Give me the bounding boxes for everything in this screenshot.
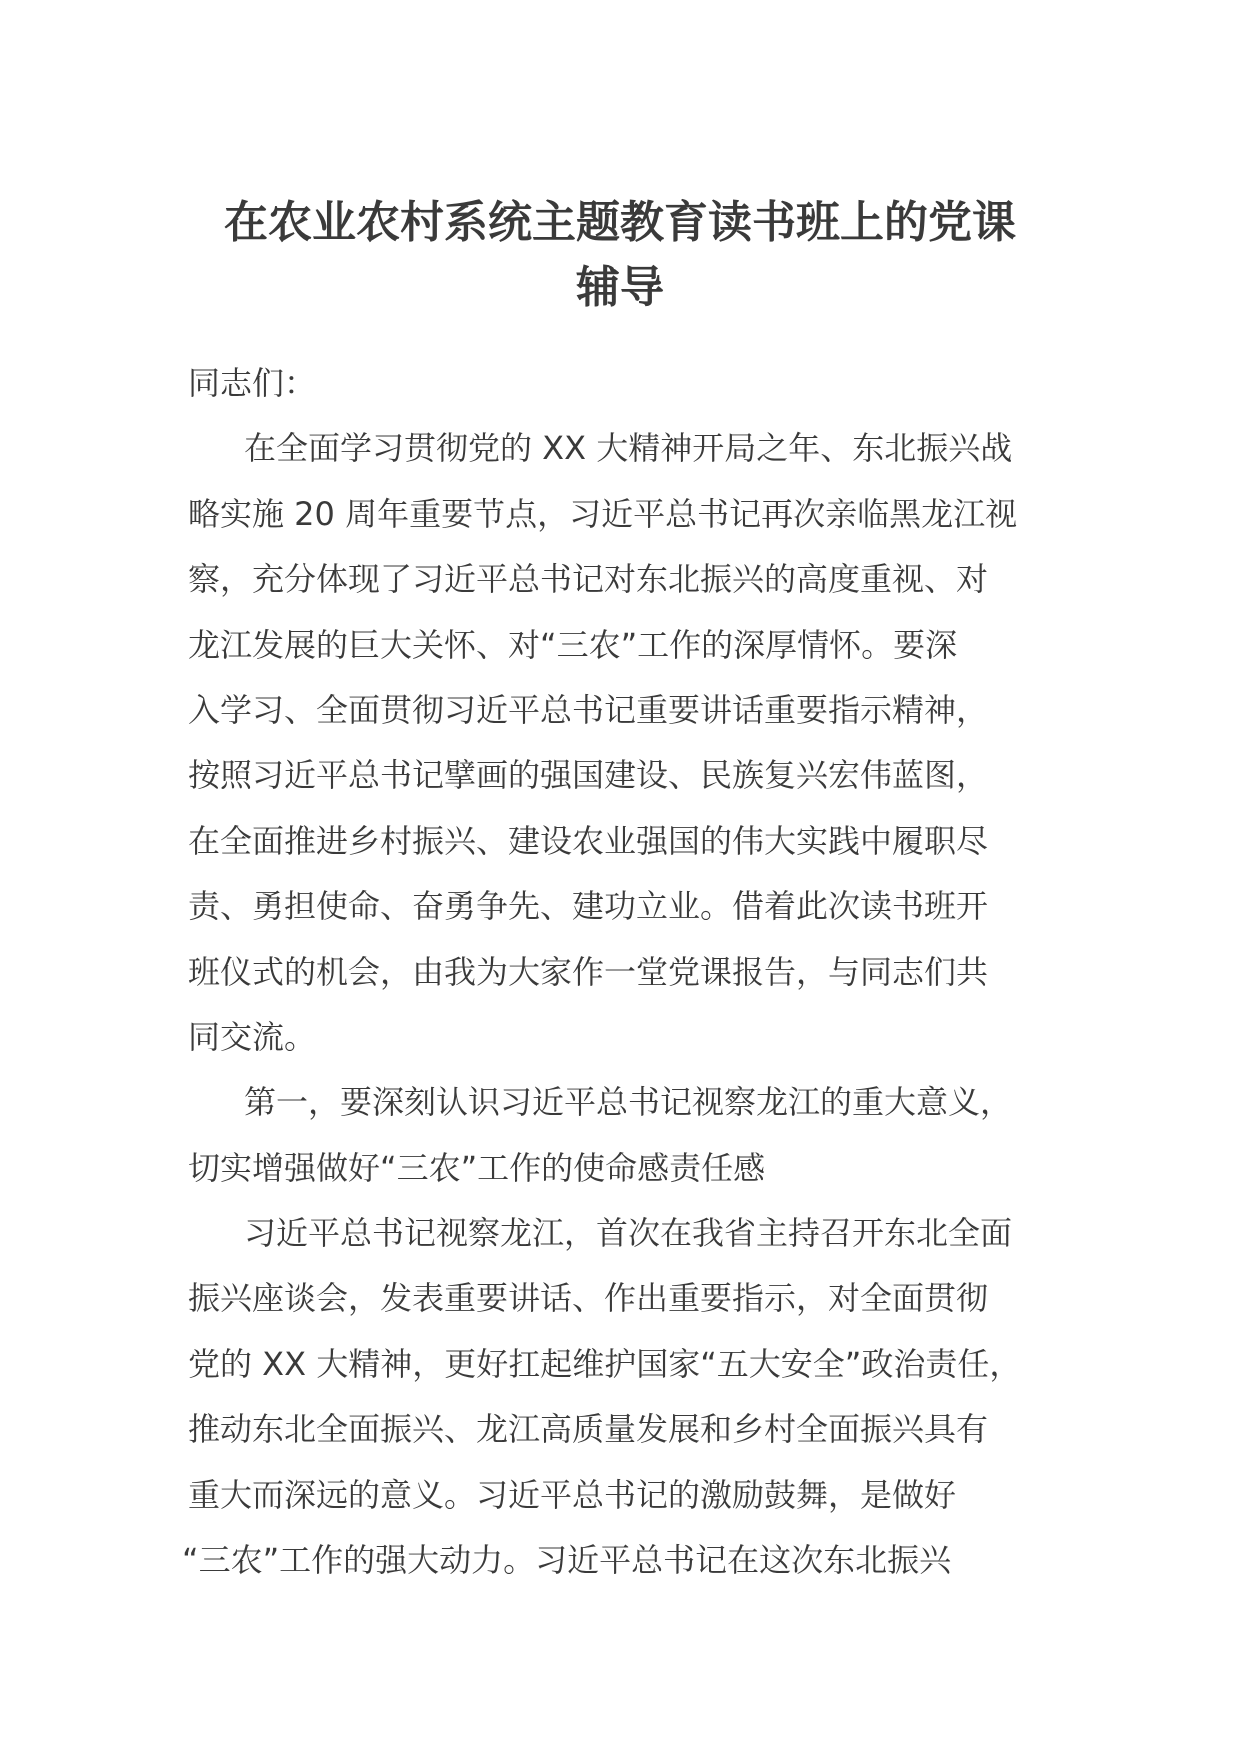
body-line: 党的 XX 大精神，更好扛起维护国家“五大安全”政治责任， bbox=[188, 1344, 1022, 1383]
body-line: “三农”工作的强大动力。习近平总书记在这次东北振兴 bbox=[182, 1541, 952, 1580]
document-body bbox=[182, 351, 1068, 1593]
document-title bbox=[150, 190, 1090, 321]
body-line: 略实施 20 周年重要节点，习近平总书记再次亲临黑龙江视 bbox=[188, 494, 1018, 533]
title-line-1: 在农业农村系统主题教育读书班上的党课 bbox=[224, 197, 1016, 248]
body-line: 责、勇担使命、奋勇争先、建功立业。借着此次读书班开 bbox=[188, 887, 989, 926]
body-line: 重大而深远的意义。习近平总书记的激励鼓舞，是做好 bbox=[188, 1475, 957, 1514]
body-line: 在全面推进乡村振兴、建设农业强国的伟大实践中履职尽 bbox=[188, 821, 989, 860]
body-line: 龙江发展的巨大关怀、对“三农”工作的深厚情怀。要深 bbox=[188, 625, 958, 664]
body-line: 切实增强做好“三农”工作的使命感责任感 bbox=[188, 1148, 766, 1187]
body-line: 习近平总书记视察龙江，首次在我省主持召开东北全面 bbox=[244, 1214, 1013, 1253]
body-lines bbox=[182, 416, 1068, 1593]
body-line: 在全面学习贯彻党的 XX 大精神开局之年、东北振兴战 bbox=[244, 429, 1013, 468]
body-line: 班仪式的机会，由我为大家作一堂党课报告，与同志们共 bbox=[188, 952, 989, 991]
body-line: 入学习、全面贯彻习近平总书记重要讲话重要指示精神， bbox=[188, 690, 989, 729]
body-line: 察，充分体现了习近平总书记对东北振兴的高度重视、对 bbox=[188, 560, 989, 599]
body-line: 推动东北全面振兴、龙江高质量发展和乡村全面振兴具有 bbox=[188, 1410, 989, 1449]
body-line: 同交流。 bbox=[188, 1017, 317, 1056]
body-line: 按照习近平总书记擘画的强国建设、民族复兴宏伟蓝图， bbox=[188, 756, 989, 795]
salutation: 同志们： bbox=[188, 364, 317, 402]
body-line: 第一，要深刻认识习近平总书记视察龙江的重大意义， bbox=[244, 1083, 1013, 1122]
body-line: 振兴座谈会，发表重要讲话、作出重要指示，对全面贯彻 bbox=[188, 1279, 989, 1318]
title-line-2: 辅导 bbox=[576, 262, 664, 314]
